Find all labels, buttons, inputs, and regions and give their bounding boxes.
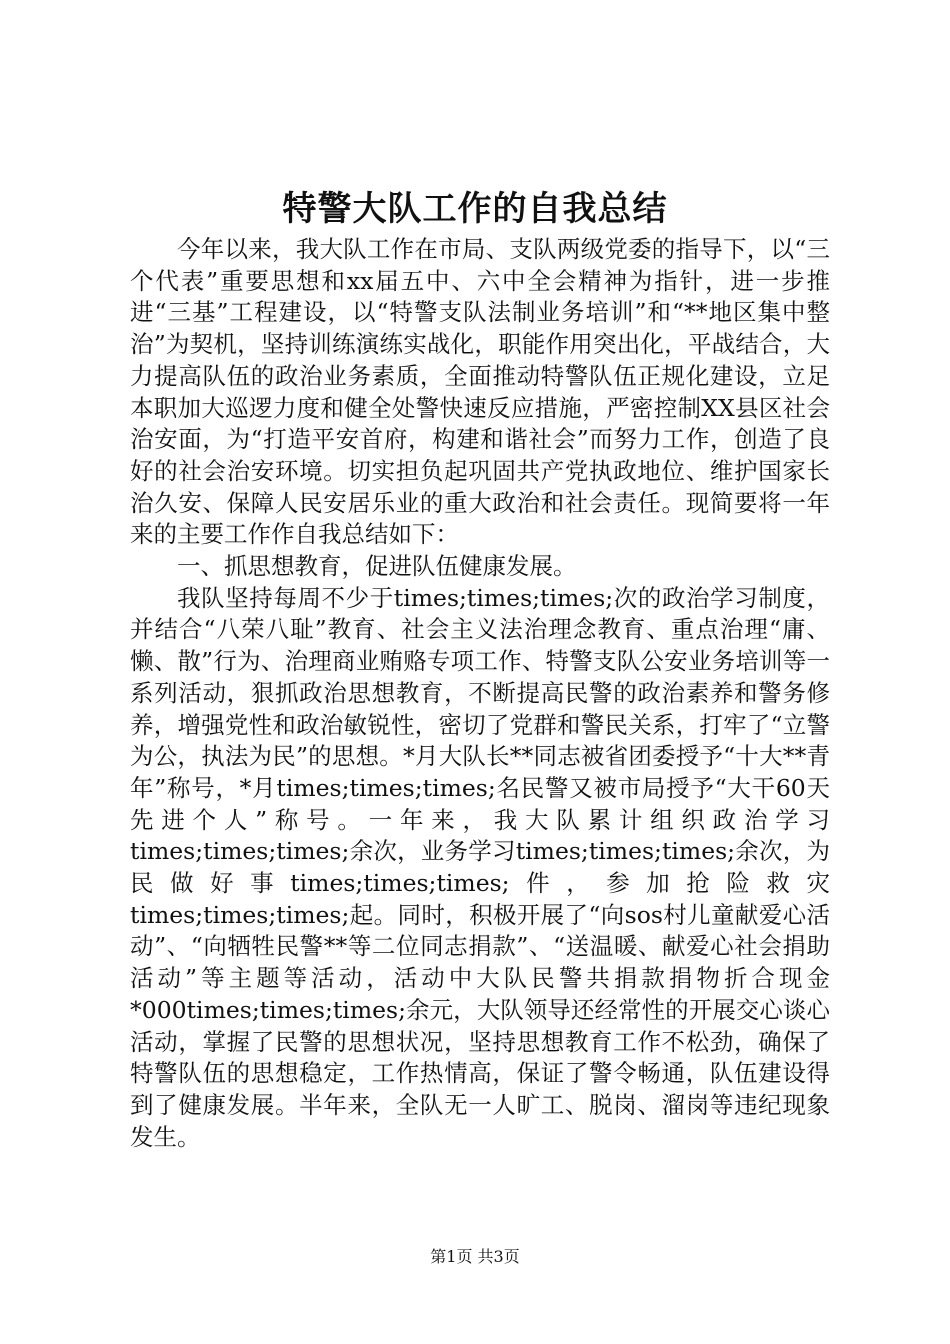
section-heading: 一、抓思想教育，促进队伍健康发展。: [177, 552, 577, 581]
document-title: 特警大队工作的自我总结: [282, 189, 668, 229]
paragraph-section-1: 我队坚持每周不少于times;times;times;次的政治学习制度，并结合“八荣八耻”教育、社会主义法治理念教育、重点治理“庸、懒、散”行为、治理商业贿赂专项工作、特警支队公安业务培训等一系列活动，狠抓政治思想教育，不断提高民警的政治素养和警务修养，增强党性和政治敏锐性，密切了党群和警民关系，打牢了“立警为公，执法为民”的思想。*月大队长**同志被省团委授予“十大**青年”称号，*月times;times;times;名民警又被市局授予“大干60天先进个人”称号。一年来，我大队累计组织政治学习times;times;times;余次，业务学习times;times;times;余次，为民做好事times;times;times;件，参加抢险救灾times;times;times;起。同时，积极开展了“向sos村儿童献爱心活动”、“向牺牲民警**等二位同志捐款”、“送温暖、献爱心社会捐助活动”等主题等活动，活动中大队民警共捐款捐物折合现金*000times;times;times;余元，大队领导还经常性的开展交心谈心活动，掌握了民警的思想状况，坚持思想教育工作不松劲，确保了特警队伍的思想稳定，工作热情高，保证了警令畅通，队伍建设得到了健康发展。半年来，全队无一人旷工、脱岗、溜岗等违纪现象发生。: [130, 583, 830, 1151]
document-body: [130, 234, 830, 1153]
paragraph-intro: 今年以来，我大队工作在市局、支队两级党委的指导下，以“三个代表”重要思想和xx届五中、六中全会精神为指针，进一步推进“三基”工程建设，以“特警支队法制业务培训”和“**地区集中整治”为契机，坚持训练演练实战化，职能作用突出化，平战结合，大力提高队伍的政治业务素质，全面推动特警队伍正规化建设，立足本职加大巡逻力度和健全处警快速反应措施，严密控制XX县区社会治安面，为“打造平安首府，构建和谐社会”而努力工作，创造了良好的社会治安环境。切实担负起巩固共产党执政地位、维护国家长治久安、保障人民安居乐业的重大政治和社会责任。现简要将一年来的主要工作作自我总结如下：: [130, 235, 830, 549]
page-footer: 第1页 共3页: [430, 1247, 520, 1266]
